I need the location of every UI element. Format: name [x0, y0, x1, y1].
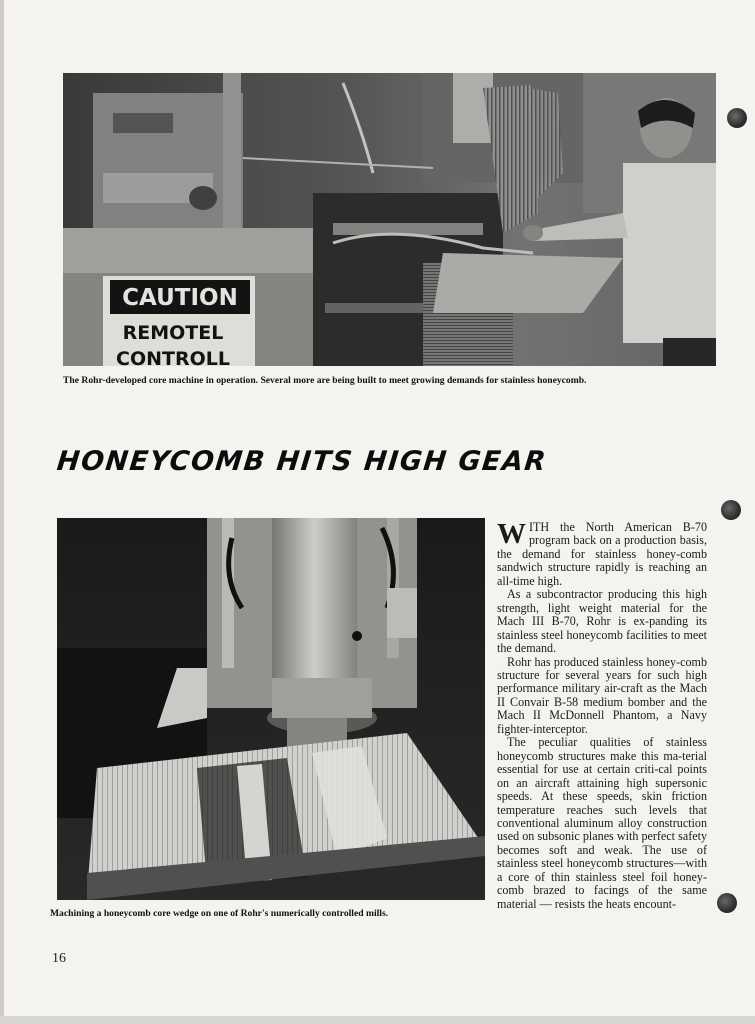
top-photo-caption: The Rohr-developed core machine in operation. Several more are being built to meet growing demands for stainless honeycomb. [63, 375, 587, 386]
sign-remote: REMOTEL [122, 322, 224, 344]
lead-text: ITH the North American B-70 program back on a production basis, the demand for stainless honey-comb sandwich structure rapidly is reaching an all-time high. [497, 520, 707, 588]
drop-cap: W [497, 518, 526, 550]
lead-paragraph [497, 518, 707, 588]
article-headline: HONEYCOMB HITS HIGH GEAR [55, 446, 549, 477]
binder-hole-top [727, 108, 747, 128]
bottom-photo-caption: Machining a honeycomb core wedge on one of Rohr's numerically controlled mills. [50, 908, 389, 919]
binder-hole-middle [721, 500, 741, 520]
paragraph-4: The peculiar qualities of stainless honeycomb structures make this ma-terial essential for use at certain criti-cal points on an aircraft attaining high supersonic speeds. At these speeds, skin friction temperature reaches such levels that conventional aluminum alloy construction used on subsonic planes with perfect safety becomes soft and weak. The use of stainless steel honeycomb structures—with a core of thin stainless steel foil honey-comb brazed to facings of the same material — resists the heats encount- [497, 735, 707, 911]
article-body [497, 518, 707, 911]
core-machine-photo [63, 73, 716, 366]
page-number: 16 [52, 951, 66, 966]
sign-caution: CAUTION [122, 285, 238, 311]
sign-control: CONTROLL [116, 348, 230, 366]
milling-machine-photo [57, 518, 485, 900]
page-edge-shadow [0, 0, 4, 1024]
paragraph-2: As a subcontractor producing this high strength, light weight material for the Mach III B-70, Rohr is ex-panding its stainless steel honeycomb facilities to meet the demand. [497, 587, 707, 656]
binder-hole-bottom [717, 893, 737, 913]
paragraph-3: Rohr has produced stainless honey-comb structure for several years for such high performance military air-craft as the Mach II Convair B-58 medium bomber and the Mach II McDonnell Phantom, a Navy fighter-interceptor. [497, 654, 707, 736]
page-bottom-edge [0, 1016, 755, 1024]
